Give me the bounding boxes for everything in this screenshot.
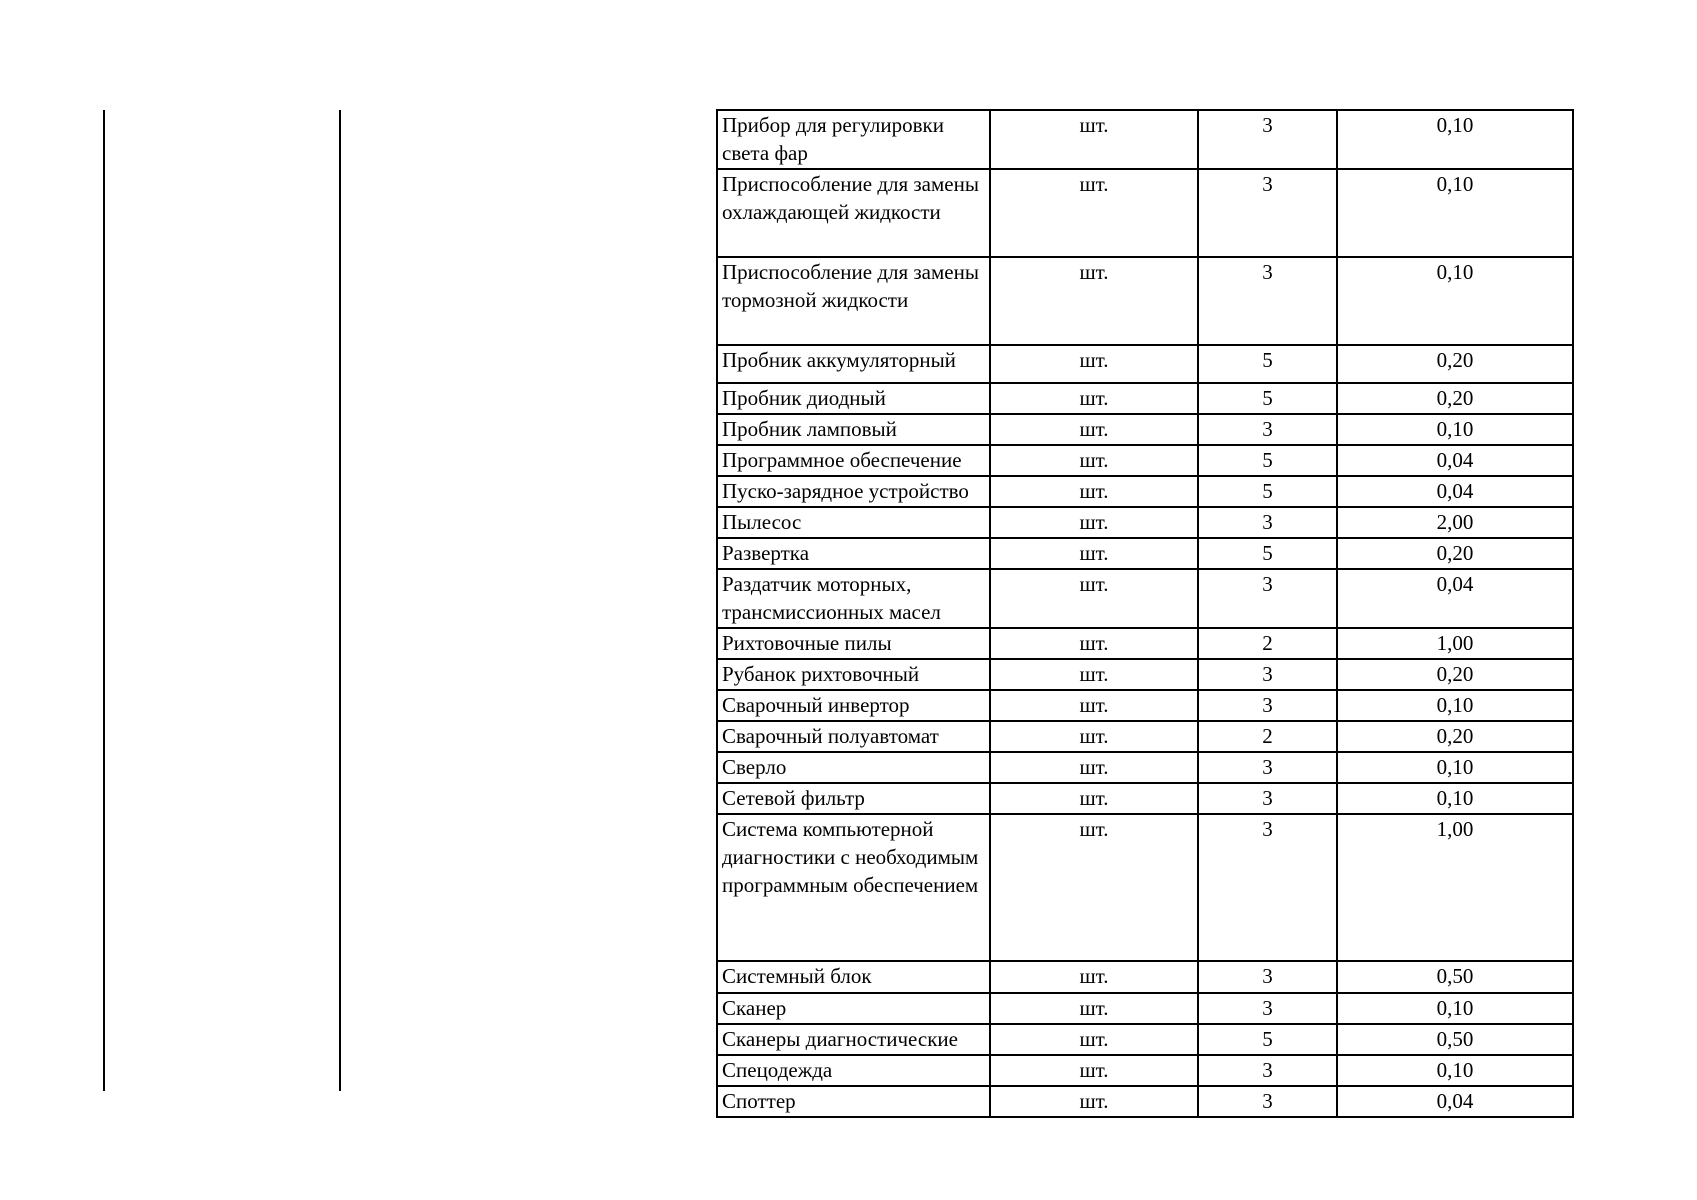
unit-cell: шт. xyxy=(990,538,1198,569)
table-row xyxy=(717,1055,1573,1086)
quantity-cell: 3 xyxy=(1198,752,1337,783)
unit-cell: шт. xyxy=(990,814,1198,961)
item-name-cell: Пуско-зарядное устройство xyxy=(717,476,990,507)
item-name-cell: Споттер xyxy=(717,1086,990,1117)
quantity-cell: 3 xyxy=(1198,961,1337,993)
unit-cell: шт. xyxy=(990,507,1198,538)
item-name-cell: Сварочный полуавтомат xyxy=(717,721,990,752)
norm-cell: 0,20 xyxy=(1337,659,1573,690)
norm-cell: 0,10 xyxy=(1337,169,1573,257)
norm-cell: 2,00 xyxy=(1337,507,1573,538)
equipment-table xyxy=(716,109,1574,1118)
item-name-cell: Пылесос xyxy=(717,507,990,538)
item-name-cell: Сверло xyxy=(717,752,990,783)
quantity-cell: 5 xyxy=(1198,538,1337,569)
item-name-cell: Пробник диодный xyxy=(717,383,990,414)
item-name-cell: Приспособление для замены тормозной жидкости xyxy=(717,257,990,345)
unit-cell: шт. xyxy=(990,257,1198,345)
quantity-cell: 3 xyxy=(1198,690,1337,721)
quantity-cell: 5 xyxy=(1198,445,1337,476)
norm-cell: 0,20 xyxy=(1337,345,1573,383)
norm-cell: 0,10 xyxy=(1337,752,1573,783)
quantity-cell: 3 xyxy=(1198,814,1337,961)
quantity-cell: 3 xyxy=(1198,659,1337,690)
item-name-cell: Сканеры диагностические xyxy=(717,1024,990,1055)
item-name-cell: Рихтовочные пилы xyxy=(717,628,990,659)
norm-cell: 0,10 xyxy=(1337,414,1573,445)
quantity-cell: 3 xyxy=(1198,569,1337,628)
norm-cell: 1,00 xyxy=(1337,814,1573,961)
norm-cell: 0,20 xyxy=(1337,721,1573,752)
item-name-cell: Прибор для регулировки света фар xyxy=(717,110,990,169)
item-name-cell: Спецодежда xyxy=(717,1055,990,1086)
unit-cell: шт. xyxy=(990,1024,1198,1055)
quantity-cell: 5 xyxy=(1198,383,1337,414)
norm-cell: 0,10 xyxy=(1337,690,1573,721)
norm-cell: 0,04 xyxy=(1337,445,1573,476)
table-row xyxy=(717,257,1573,345)
table-row xyxy=(717,445,1573,476)
unit-cell: шт. xyxy=(990,383,1198,414)
item-name-cell: Сетевой фильтр xyxy=(717,783,990,814)
unit-cell: шт. xyxy=(990,445,1198,476)
table-row xyxy=(717,690,1573,721)
table-row xyxy=(717,383,1573,414)
table-row xyxy=(717,783,1573,814)
quantity-cell: 5 xyxy=(1198,476,1337,507)
table-row xyxy=(717,1024,1573,1055)
unit-cell: шт. xyxy=(990,993,1198,1024)
unit-cell: шт. xyxy=(990,690,1198,721)
unit-cell: шт. xyxy=(990,721,1198,752)
item-name-cell: Сварочный инвертор xyxy=(717,690,990,721)
table-row xyxy=(717,345,1573,383)
unit-cell: шт. xyxy=(990,414,1198,445)
norm-cell: 1,00 xyxy=(1337,628,1573,659)
item-name-cell: Система компьютерной диагностики с необходимым программным обеспечением xyxy=(717,814,990,961)
table-row xyxy=(717,569,1573,628)
item-name-cell: Развертка xyxy=(717,538,990,569)
quantity-cell: 3 xyxy=(1198,110,1337,169)
unit-cell: шт. xyxy=(990,628,1198,659)
table-row xyxy=(717,721,1573,752)
table-row xyxy=(717,752,1573,783)
table-row xyxy=(717,476,1573,507)
table-row xyxy=(717,507,1573,538)
norm-cell: 0,04 xyxy=(1337,1086,1573,1117)
unit-cell: шт. xyxy=(990,1055,1198,1086)
table-row xyxy=(717,628,1573,659)
norm-cell: 0,10 xyxy=(1337,257,1573,345)
quantity-cell: 3 xyxy=(1198,783,1337,814)
quantity-cell: 2 xyxy=(1198,628,1337,659)
table-row xyxy=(717,814,1573,961)
norm-cell: 0,04 xyxy=(1337,569,1573,628)
item-name-cell: Рубанок рихтовочный xyxy=(717,659,990,690)
norm-cell: 0,10 xyxy=(1337,110,1573,169)
quantity-cell: 3 xyxy=(1198,1055,1337,1086)
item-name-cell: Системный блок xyxy=(717,961,990,993)
unit-cell: шт. xyxy=(990,752,1198,783)
item-name-cell: Приспособление для замены охлаждающей жидкости xyxy=(717,169,990,257)
quantity-cell: 3 xyxy=(1198,993,1337,1024)
quantity-cell: 3 xyxy=(1198,414,1337,445)
quantity-cell: 2 xyxy=(1198,721,1337,752)
item-name-cell: Программное обеспечение xyxy=(717,445,990,476)
unit-cell: шт. xyxy=(990,169,1198,257)
unit-cell: шт. xyxy=(990,1086,1198,1117)
table-row xyxy=(717,993,1573,1024)
norm-cell: 0,20 xyxy=(1337,538,1573,569)
item-name-cell: Раздатчик моторных, трансмиссионных масел xyxy=(717,569,990,628)
norm-cell: 0,20 xyxy=(1337,383,1573,414)
table-row xyxy=(717,110,1573,169)
quantity-cell: 3 xyxy=(1198,169,1337,257)
table-row xyxy=(717,414,1573,445)
table-row xyxy=(717,538,1573,569)
norm-cell: 0,10 xyxy=(1337,1055,1573,1086)
quantity-cell: 5 xyxy=(1198,345,1337,383)
item-name-cell: Сканер xyxy=(717,993,990,1024)
equipment-table-container xyxy=(716,109,1572,1118)
quantity-cell: 3 xyxy=(1198,507,1337,538)
quantity-cell: 5 xyxy=(1198,1024,1337,1055)
norm-cell: 0,10 xyxy=(1337,783,1573,814)
quantity-cell: 3 xyxy=(1198,257,1337,345)
quantity-cell: 3 xyxy=(1198,1086,1337,1117)
table-row xyxy=(717,169,1573,257)
unit-cell: шт. xyxy=(990,345,1198,383)
unit-cell: шт. xyxy=(990,476,1198,507)
unit-cell: шт. xyxy=(990,659,1198,690)
norm-cell: 0,10 xyxy=(1337,993,1573,1024)
unit-cell: шт. xyxy=(990,961,1198,993)
table-row xyxy=(717,1086,1573,1117)
unit-cell: шт. xyxy=(990,110,1198,169)
left-column-border-1 xyxy=(103,110,105,1091)
unit-cell: шт. xyxy=(990,569,1198,628)
item-name-cell: Пробник аккумуляторный xyxy=(717,345,990,383)
norm-cell: 0,04 xyxy=(1337,476,1573,507)
norm-cell: 0,50 xyxy=(1337,961,1573,993)
left-column-border-2 xyxy=(339,110,341,1091)
item-name-cell: Пробник ламповый xyxy=(717,414,990,445)
unit-cell: шт. xyxy=(990,783,1198,814)
table-row xyxy=(717,659,1573,690)
norm-cell: 0,50 xyxy=(1337,1024,1573,1055)
table-row xyxy=(717,961,1573,993)
